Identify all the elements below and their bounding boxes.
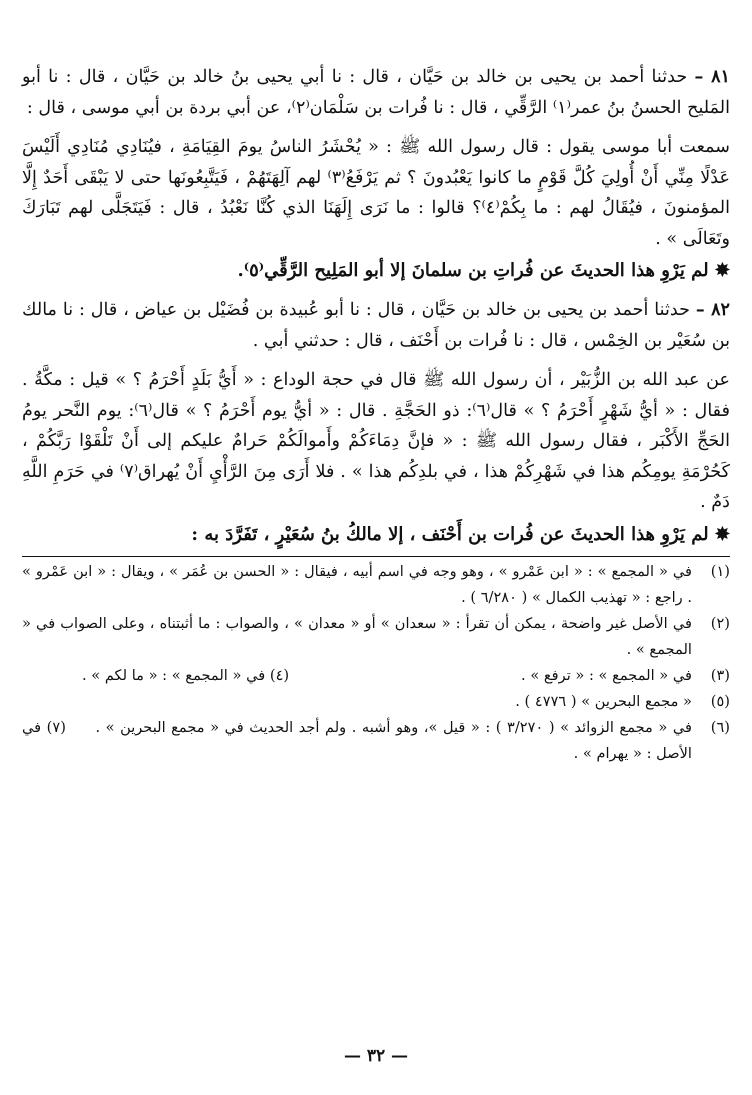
- footnote-3-4-row: [22, 663, 730, 689]
- footnote-6-number: (٦): [710, 718, 730, 736]
- footnote-5: [22, 689, 730, 715]
- footnote-6: [22, 715, 730, 767]
- footnote-3-number: (٣): [710, 666, 730, 684]
- footnote-3-text: في « المجمع » : « ترفع » .: [521, 666, 692, 684]
- hadith-81-number: ٨١ –: [694, 66, 730, 87]
- footnote-2-number: (٢): [710, 614, 730, 632]
- footnote-4-text: في « المجمع » : « ما لكم » .: [82, 666, 266, 684]
- hadith-82-isnad: [22, 295, 730, 356]
- footnote-7-text: في الأصل : « يهرام » .: [22, 718, 692, 762]
- footnote-1-number: (١): [710, 562, 730, 580]
- footnote-5-number: (٥): [710, 692, 730, 710]
- page-number: — ٣٢ —: [343, 1046, 409, 1066]
- footnote-1-text: في « المجمع » : « ابن عَمْرو » ، وهو وجه في اسم أبيه ، فيقال : « الحسن بن عُمَر » ، ويقال : « ابن عَمْرو » . راجع : « تهذيب الكمال » ( ٦/٢٨٠ ) .: [22, 562, 692, 606]
- hadith-81-isnad: [22, 62, 730, 123]
- hadith-81-isnad-text: حدثنا أحمد بن يحيى بن خالد بن حَيَّان ، قال : نا أبي يحيى بنُ خالد بن حَيَّان ، قال : نا أبو المَليح الحسنُ بنُ عمر⁽١⁾ الرَّقِّي ، قال : نا فُرات بن سَلْمَان⁽٢⁾، عن أبي بردة بن أبي موسى ، قال :: [22, 67, 730, 118]
- footnote-1: [22, 559, 730, 611]
- hadith-81-matn: سمعت أبا موسى يقول : قال رسول الله ﷺ : « يُحْشَرُ الناسُ يومَ القِيَامَةِ ، فيُنَادِي مُنَادِي أَلَيْسَ عَدْلًا مِنِّي أَنْ أُولِيَ كُلَّ قَوْمٍ ما كانوا يَعْبُدونَ ؟ ثم يَرْفَعُ⁽٣⁾ لهم آلِهَتَهُمْ ، فَيَتَّبِعُونَها حتى لا يَبْقَى أَحَدٌ إِلَّا المؤمنونَ ، فيُقَالُ لهم : ما بِكُمْ⁽٤⁾؟ قالوا : ما نَرَى إِلَهَنَا الذي كُنَّا نَعْبُدُ ، قال : فَيَتَجَلَّى لهم تَبَارَكَ وتَعَالَى » .: [22, 137, 730, 249]
- footnote-divider: [22, 556, 730, 557]
- hadith-82-matn: عن عبد الله بن الزُّبَيْر ، أن رسول الله ﷺ قال في حجة الوداع : « أَيُّ بَلَدٍ أَحْرَمُ ؟ » قيل : مكَّةُ . فقال : « أيُّ شَهْرٍ أَحْرَمُ ؟ » قال⁽٦⁾: ذو الحَجَّةِ . قال : « أيُّ يوم أَحْرَمُ ؟ » قال⁽٦⁾: يوم النَّحر يومُ الحَجِّ الأَكْبَر ، فقال رسول الله ﷺ : « فإنَّ دِمَاءَكُمْ وأَموالَكُمْ حَرامٌ عليكم إلى أَنْ تَلْقَوْا رَبَّكُمْ ، كَحُرْمَةِ يومِكُم هذا في شَهْرِكُمْ هذا ، في بلدِكُم هذا » . فلا أَرَى مِنَ الرَّأْيِ أَنْ يُهراق⁽٧⁾ في حَرَمِ اللَّهِ دَمٌ .: [22, 370, 731, 512]
- hadith-82-note: ✸ لم يَرْوِ هذا الحديثَ عن فُرات بن أَحْنَف ، إلا مالكُ بنُ سُعَيْرٍ ، تَفَرَّدَ به :: [191, 523, 730, 545]
- hadith-82-isnad-text: حدثنا أحمد بن يحيى بن خالد بن حَيَّان ، قال : نا أبو عُبيدة بن فُضَيْل بن عياض ، قال : نا مالك بن سُعَيْر بن الخِمْس ، قال : نا فُرات بن أَحْنَف ، قال : حدثني أبي .: [22, 300, 730, 351]
- footnote-6-text: في « مجمع الزوائد » ( ٣/٢٧٠ ) : « قيل »، وهو أشبه . ولم أجد الحديث في « مجمع البحرين » .: [95, 718, 692, 736]
- book-page: [22, 62, 730, 767]
- footnote-4-number: (٤): [269, 666, 290, 684]
- footnote-2: [22, 611, 730, 663]
- footnote-4: [82, 663, 289, 689]
- footnote-5-text: « مجمع البحرين » ( ٤٧٧٦ ) .: [515, 692, 692, 710]
- hadith-81-note: ✸ لم يَرْوِ هذا الحديثَ عن فُراتِ بن سلمانَ إلا أبو المَلِيح الرَّقِّي⁽٥⁾.: [237, 260, 730, 281]
- footnote-2-text: في الأصل غير واضحة ، يمكن أن تقرأ : « سعدان » أو « معدان » ، والصواب : ما أثبتناه ، وعلى الصواب في « المجمع » .: [22, 614, 692, 658]
- hadith-82-number: ٨٢ –: [695, 299, 730, 320]
- footnote-7-number: (٧): [46, 718, 66, 736]
